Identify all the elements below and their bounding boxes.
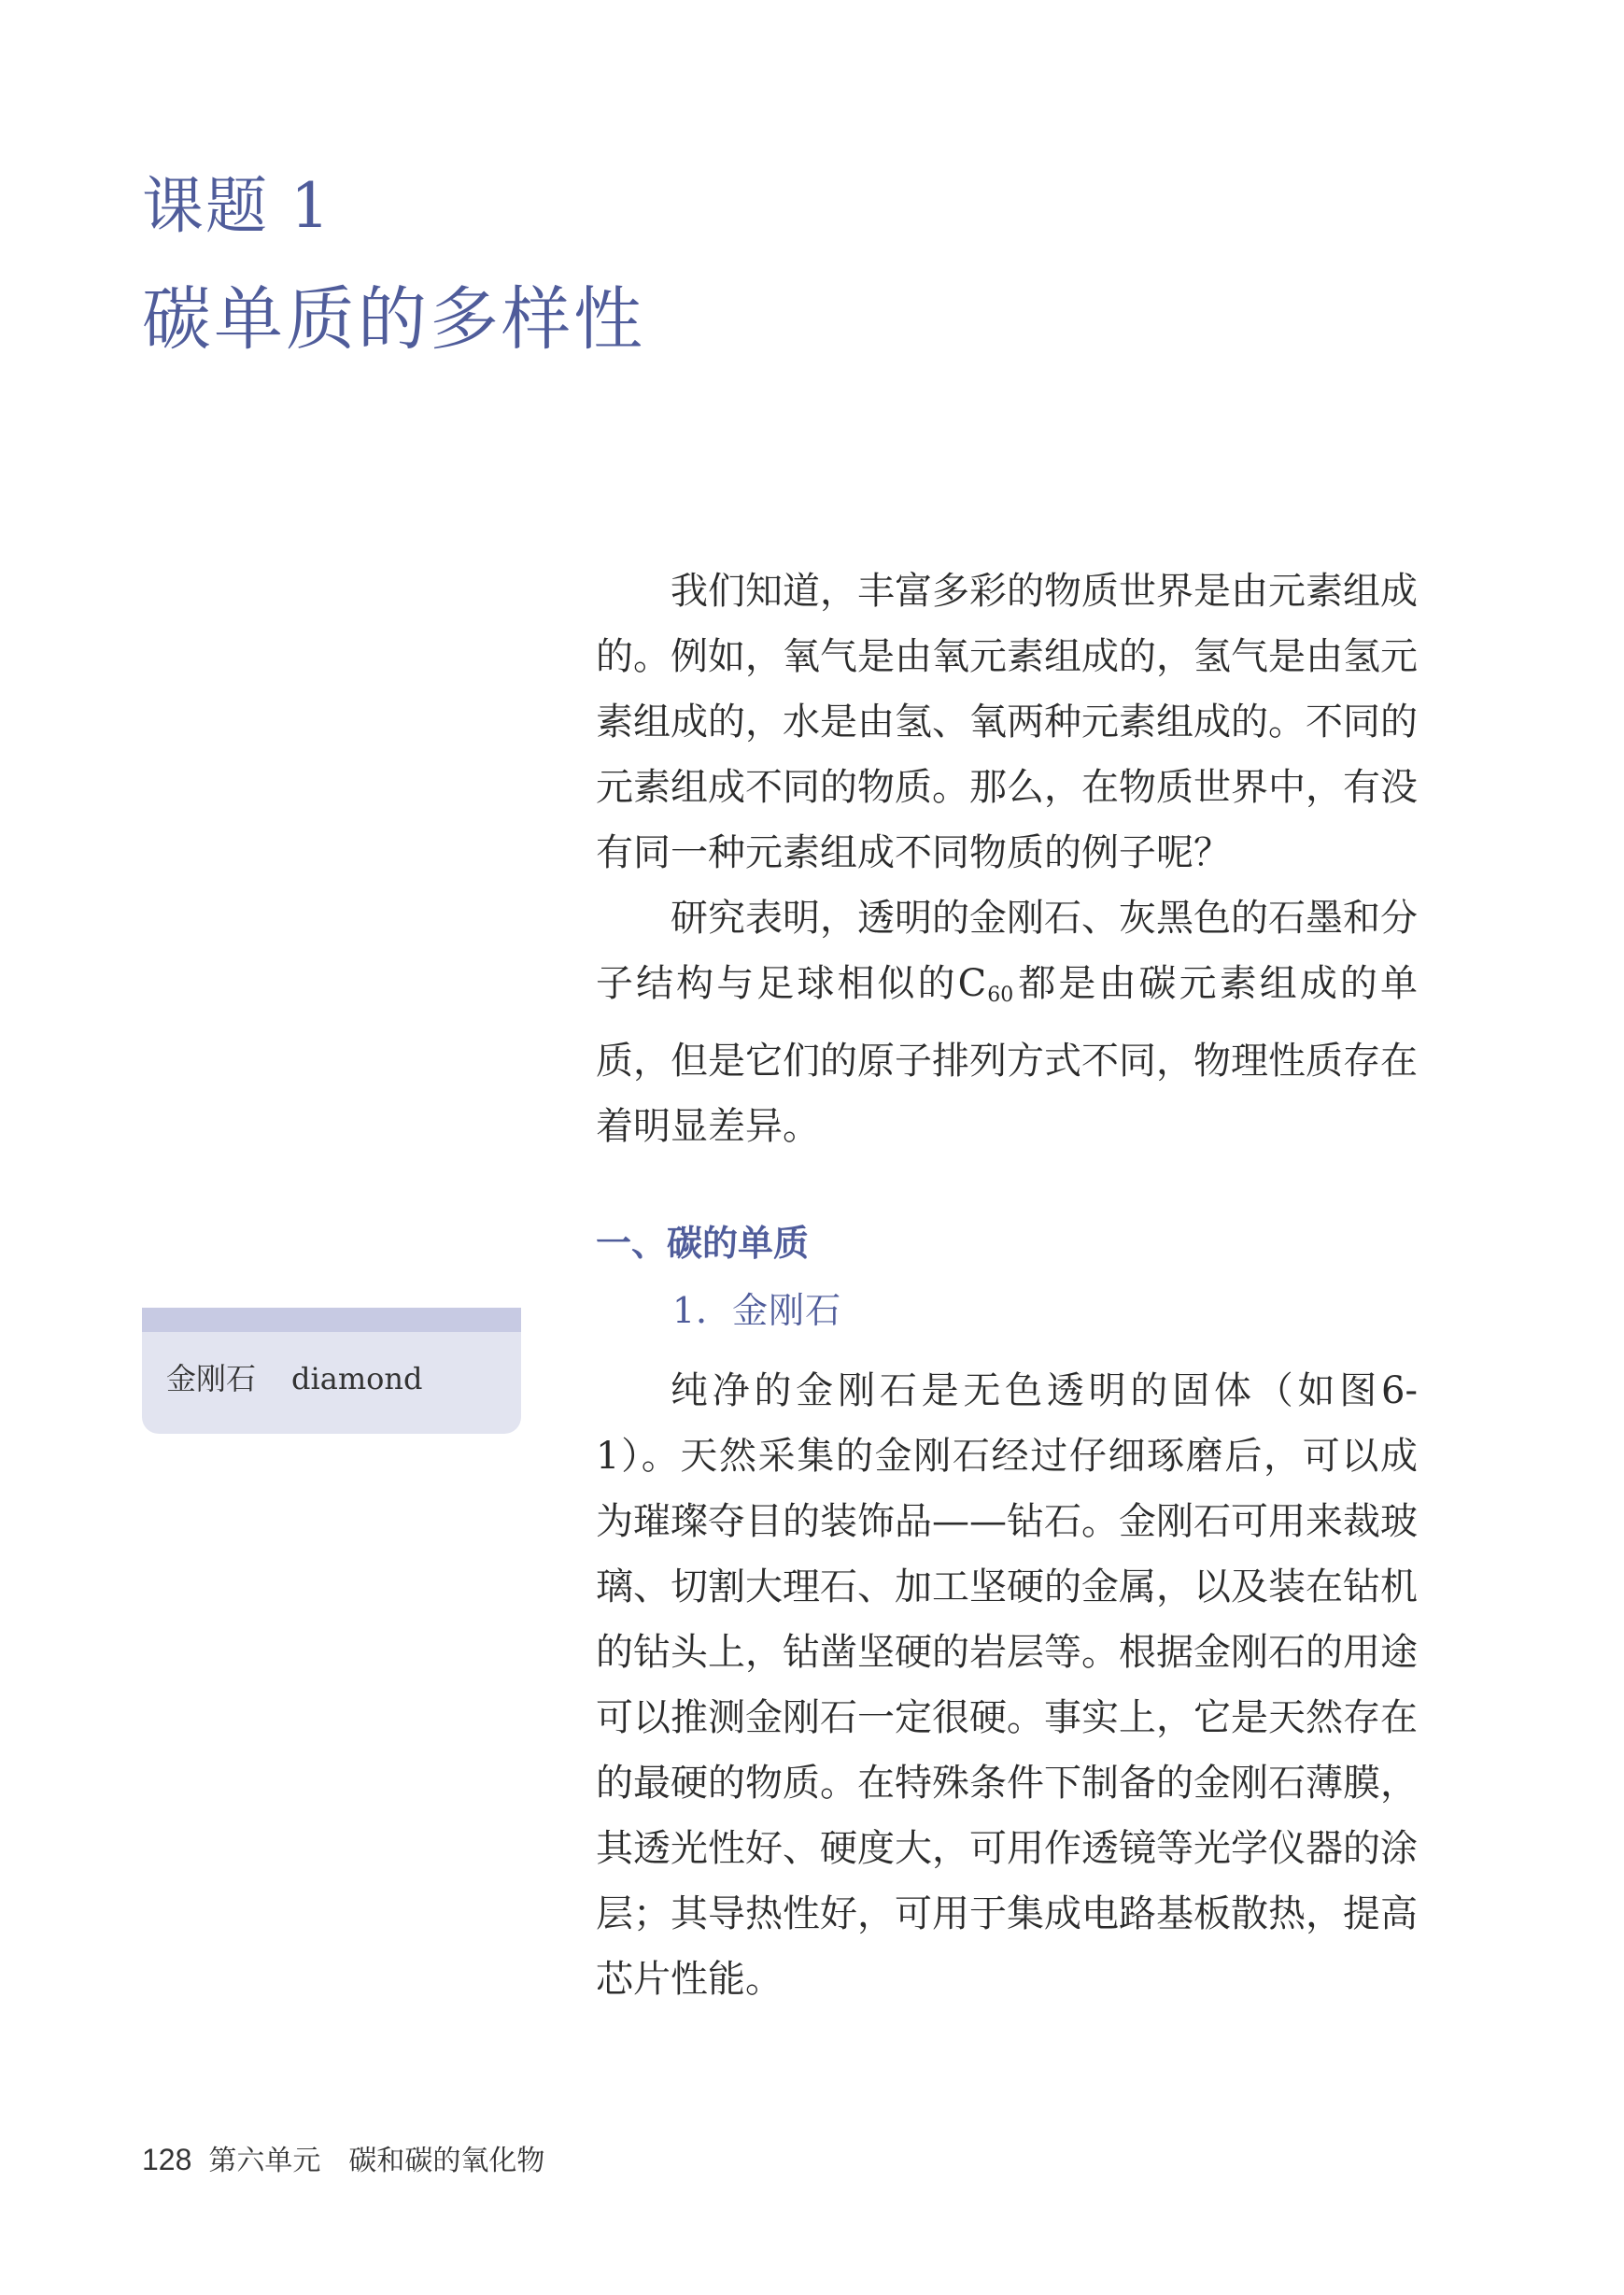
lesson-label: 课题 1 — [142, 170, 332, 242]
glossary-term-en: diamond — [291, 1361, 423, 1396]
subsection-heading: 1．金刚石 — [672, 1290, 842, 1331]
lesson-title: 碳单质的多样性 — [142, 279, 645, 360]
section-heading: 一、碳的单质 — [596, 1223, 810, 1264]
intro-paragraph-1: 我们知道，丰富多彩的物质世界是由元素组成的。例如，氧气是由氧元素组成的，氢气是由氢元素组成的，水是由氢、氧两种元素组成的。不同的元素组成不同的物质。那么，在物质世界中，有没有同一种元素组成不同物质的例子呢？ — [596, 570, 1418, 874]
glossary-term — [166, 1361, 423, 1396]
intro-text — [596, 559, 1418, 1159]
footer-unit: 第六单元 — [208, 2145, 321, 2177]
intro-paragraph-2 — [596, 885, 1418, 1159]
intro-paragraph-2-start: 研究表明，透明的金刚石、灰黑色的石墨和分子结构与足球相似的C — [596, 897, 1418, 1005]
glossary-card-bar — [142, 1308, 521, 1332]
glossary-card — [142, 1308, 521, 1434]
footer-unit-title: 碳和碳的氧化物 — [348, 2145, 545, 2177]
page-number: 128 — [142, 2143, 192, 2176]
c60-subscript: 60 — [987, 984, 1014, 1007]
diamond-text — [596, 1358, 1418, 2012]
intro-paragraph-2-end: 都是由碳元素组成的单质，但是它们的原子排列方式不同，物理性质存在着明显差异。 — [596, 962, 1418, 1148]
diamond-paragraph: 纯净的金刚石是无色透明的固体（如图6-1）。天然采集的金刚石经过仔细琢磨后，可以成为璀璨夺目的装饰品——钻石。金刚石可用来裁玻璃、切割大理石、加工坚硬的金属，以及装在钻机的钻头上，钻凿坚硬的岩层等。根据金刚石的用途可以推测金刚石一定很硬。事实上，它是天然存在的最硬的物质。在特殊条件下制备的金刚石薄膜，其透光性好、硬度大，可用作透镜等光学仪器的涂层；其导热性好，可用于集成电路基板散热，提高芯片性能。 — [596, 1369, 1418, 2001]
page-footer — [142, 2145, 544, 2175]
glossary-term-zh: 金刚石 — [166, 1361, 257, 1396]
